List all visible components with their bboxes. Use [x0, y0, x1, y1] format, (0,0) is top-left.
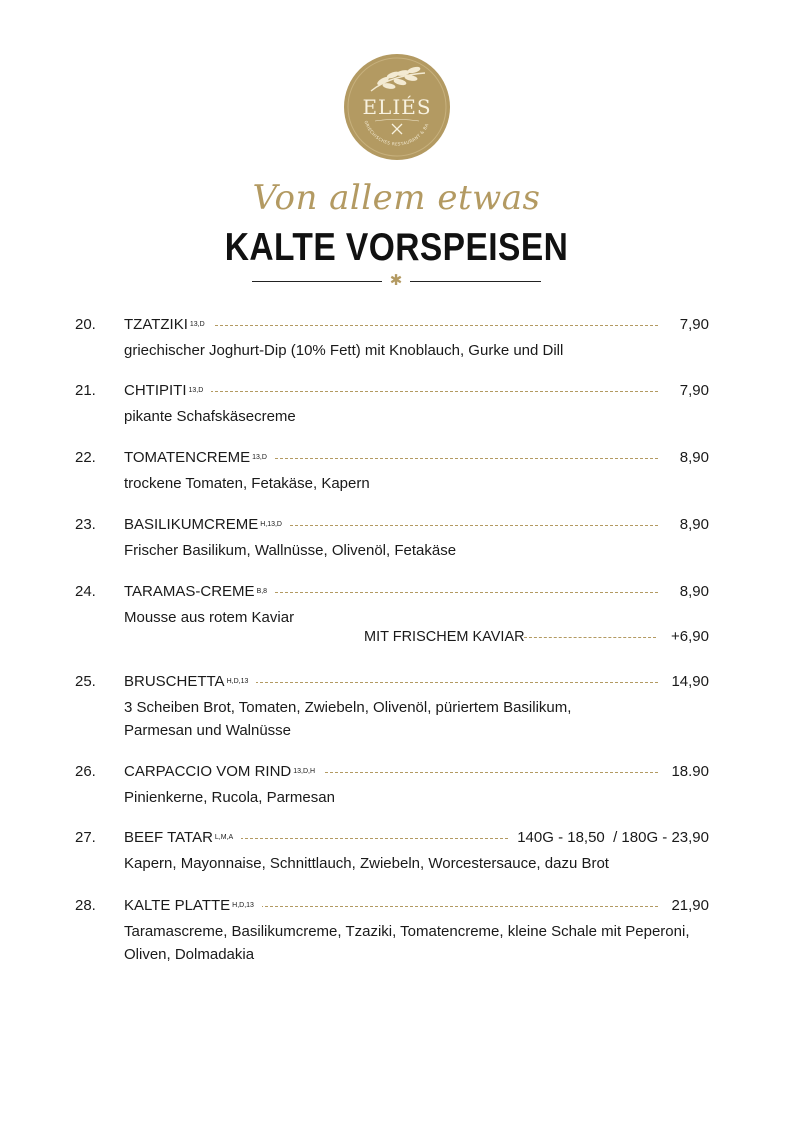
item-allergens: 13,D: [188, 387, 204, 394]
dotted-leader: [524, 637, 656, 638]
item-name: CHTIPITI: [124, 382, 187, 399]
item-allergens: 13,D: [252, 454, 267, 461]
page-title: KALTE VORSPEISEN: [224, 226, 569, 269]
item-number: 28.: [75, 897, 96, 914]
extra-option-label: MIT FRISCHEM KAVIAR: [364, 629, 525, 645]
item-name: BEEF TATAR: [124, 829, 213, 846]
item-description: Kapern, Mayonnaise, Schnittlauch, Zwiebeln, Worcestersauce, dazu Brot: [124, 855, 609, 872]
extra-option-price: +6,90: [671, 628, 709, 645]
item-price: 18.90: [663, 762, 709, 782]
item-price: 140G - 18,50 / 180G - 23,90: [509, 828, 709, 848]
script-title: Von allem etwas: [252, 178, 541, 218]
asterisk-ornament-icon: ✱: [389, 272, 403, 289]
item-price: 8,90: [672, 448, 709, 468]
item-description: 3 Scheiben Brot, Tomaten, Zwiebeln, Olivenöl, püriertem Basilikum,: [124, 699, 572, 716]
item-allergens: L,M,A: [214, 834, 234, 841]
item-number: 24.: [75, 583, 96, 600]
item-number: 20.: [75, 316, 96, 333]
item-description: trockene Tomaten, Fetakäse, Kapern: [124, 475, 370, 492]
item-number: 23.: [75, 516, 96, 533]
item-allergens: 13,D,H: [293, 768, 316, 775]
item-price: 21,90: [663, 896, 709, 916]
item-name: KALTE PLATTE: [124, 897, 231, 914]
item-allergens: H,D,13: [232, 902, 254, 909]
item-name: TZATZIKI: [124, 316, 188, 333]
item-number: 21.: [75, 382, 96, 399]
item-price: 8,90: [672, 515, 709, 535]
logo-subtext: GRIECHISCHES RESTAURANT & BA: [363, 119, 430, 147]
item-allergens: 13,D: [189, 321, 205, 328]
item-allergens: H,D,13: [226, 678, 249, 685]
item-name: TARAMAS-CREME: [124, 583, 255, 600]
item-description: griechischer Joghurt-Dip (10% Fett) mit Knoblauch, Gurke und Dill: [124, 342, 564, 359]
item-price: 8,90: [672, 582, 709, 602]
item-name: TOMATENCREME: [124, 449, 251, 466]
item-number: 26.: [75, 763, 96, 780]
item-description-line2: Parmesan und Walnüsse: [124, 722, 292, 739]
item-description: Mousse aus rotem Kaviar: [124, 609, 295, 626]
item-number: 25.: [75, 673, 96, 690]
elies-logo: [343, 53, 451, 161]
item-number: 22.: [75, 449, 96, 466]
item-price: 14,90: [663, 672, 709, 692]
item-allergens: H,13,D: [260, 521, 282, 528]
item-allergens: B,8: [256, 588, 268, 595]
item-price: 7,90: [672, 381, 709, 401]
item-description: Frischer Basilikum, Wallnüsse, Olivenöl, Fetakäse: [124, 542, 457, 559]
item-description-line2: Oliven, Dolmadakia: [124, 946, 255, 963]
item-description: Taramascreme, Basilikumcreme, Tzaziki, Tomatencreme, kleine Schale mit Peperoni,: [124, 923, 690, 940]
item-number: 27.: [75, 829, 96, 846]
divider-left: [252, 281, 382, 282]
divider-right: [410, 281, 541, 282]
item-price: 7,90: [672, 315, 709, 335]
item-description: pikante Schafskäsecreme: [124, 408, 296, 425]
item-name: CARPACCIO VOM RIND: [124, 763, 292, 780]
item-name: BRUSCHETTA: [124, 673, 225, 690]
item-description: Pinienkerne, Rucola, Parmesan: [124, 789, 335, 806]
logo-wordmark: ELIÉS: [362, 95, 432, 119]
item-name: BASILIKUMCREME: [124, 516, 259, 533]
